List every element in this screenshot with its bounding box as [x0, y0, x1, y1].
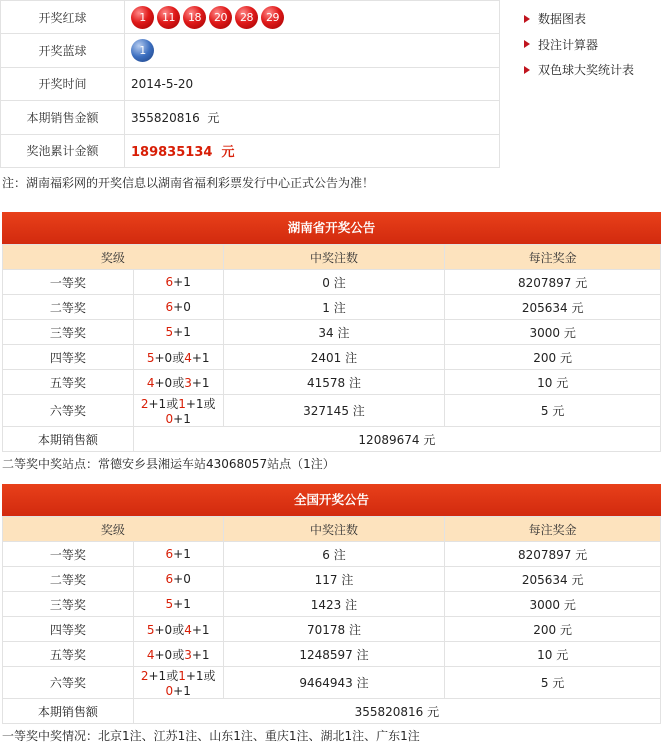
- prize-amount: [445, 592, 661, 617]
- prize-unit: 元: [563, 597, 576, 612]
- count-unit: 注: [333, 275, 346, 290]
- winner-count-value: 2401: [310, 350, 342, 365]
- sales-unit: 元: [207, 110, 220, 125]
- prize-amount: [445, 617, 661, 642]
- red-count: 3: [184, 647, 192, 662]
- red-count: 1: [178, 669, 186, 683]
- table-header-row: [3, 517, 661, 542]
- winner-count: [223, 667, 445, 699]
- red-ball: 18: [183, 6, 206, 29]
- red-count: 1: [178, 397, 186, 411]
- prize-amount-value: 10: [537, 375, 553, 390]
- link-jackpot-stats[interactable]: 双色球大奖统计表: [520, 57, 660, 83]
- sales-total-row: [3, 427, 661, 452]
- hunan-title: 湖南省开奖公告: [2, 212, 661, 244]
- triangle-right-icon: [524, 66, 530, 74]
- triangle-right-icon: [524, 40, 530, 48]
- table-row: [3, 642, 661, 667]
- prize-amount: [445, 642, 661, 667]
- red-balls: [131, 6, 499, 29]
- prize-amount-value: 200: [533, 350, 557, 365]
- draw-date-row: [1, 67, 500, 100]
- red-count: 5: [165, 597, 174, 611]
- link-data-charts[interactable]: 数据图表: [520, 6, 660, 32]
- disclaimer-note: 注：湖南福彩网的开奖信息以湖南省福利彩票发行中心正式公告为准！: [2, 176, 375, 190]
- winner-count-value: 1: [322, 300, 330, 315]
- winner-count-value: 0: [322, 275, 330, 290]
- draw-date-value: 2014-5-20: [125, 67, 500, 100]
- prize-condition: [133, 592, 223, 617]
- red-ball: 1: [131, 6, 154, 29]
- hunan-prize-table: [2, 244, 661, 452]
- header-level: 奖级: [3, 517, 224, 542]
- prize-amount: [445, 667, 661, 699]
- red-ball: 29: [261, 6, 284, 29]
- table-row: [3, 345, 661, 370]
- prize-amount-value: 3000: [529, 597, 560, 612]
- prize-amount: [445, 567, 661, 592]
- blue-count: +1: [191, 350, 210, 365]
- prize-condition: [133, 667, 223, 699]
- prize-level: 六等奖: [3, 395, 134, 427]
- winner-count: [223, 642, 445, 667]
- winner-count-value: 1423: [310, 597, 342, 612]
- blue-count: +0或: [154, 350, 185, 365]
- red-balls-row: [1, 1, 500, 34]
- table-row: [3, 395, 661, 427]
- count-unit: 注: [356, 647, 369, 662]
- blue-ball-row: [1, 34, 500, 67]
- prize-level: 三等奖: [3, 592, 134, 617]
- red-count: 4: [184, 622, 192, 637]
- blue-count: +1或: [148, 669, 179, 683]
- prize-level: 一等奖: [3, 270, 134, 295]
- red-count: 4: [146, 647, 155, 662]
- prize-unit: 元: [563, 325, 576, 340]
- red-balls-label: 开奖红球: [1, 1, 125, 34]
- winner-count-value: 1248597: [299, 647, 353, 662]
- draw-info-table: [0, 0, 500, 168]
- prize-amount-value: 8207897: [518, 275, 572, 290]
- red-ball: 11: [157, 6, 180, 29]
- prize-amount-value: 3000: [529, 325, 560, 340]
- blue-count: +1: [173, 325, 191, 339]
- winner-count-value: 34: [318, 325, 334, 340]
- red-count: 5: [146, 350, 155, 365]
- draw-date-label: 开奖时间: [1, 67, 125, 100]
- pool-label: 奖池累计金额: [1, 134, 125, 167]
- blue-count: +1: [191, 647, 210, 662]
- blue-count: +1: [173, 412, 191, 426]
- blue-count: +1或: [148, 397, 179, 411]
- sales-total-amount: 12089674: [358, 432, 420, 447]
- sales-label: 本期销售金额: [1, 101, 125, 134]
- blue-count: +1: [191, 622, 210, 637]
- blue-ball-label: 开奖蓝球: [1, 34, 125, 67]
- side-links: [520, 6, 660, 83]
- national-footnote: 一等奖中奖情况：北京1注、江苏1注、山东1注、重庆1注、湖北1注、广东1注: [2, 729, 420, 743]
- prize-amount-value: 205634: [521, 572, 568, 587]
- table-header-row: [3, 245, 661, 270]
- red-count: 6: [165, 275, 174, 289]
- header-prize: 每注奖金: [445, 245, 661, 270]
- red-count: 0: [165, 412, 174, 426]
- pool-row: [1, 134, 500, 167]
- count-unit: 注: [345, 597, 358, 612]
- winner-count-value: 327145: [303, 404, 349, 418]
- header-level: 奖级: [3, 245, 224, 270]
- winner-count: [223, 617, 445, 642]
- national-prize-table: [2, 516, 661, 724]
- table-row: [3, 617, 661, 642]
- count-unit: 注: [333, 300, 346, 315]
- winner-count: [223, 370, 445, 395]
- red-count: 3: [184, 375, 192, 390]
- header-prize: 每注奖金: [445, 517, 661, 542]
- prize-amount: [445, 370, 661, 395]
- prize-level: 六等奖: [3, 667, 134, 699]
- prize-condition: [133, 567, 223, 592]
- prize-amount: [445, 320, 661, 345]
- table-row: [3, 667, 661, 699]
- prize-condition: [133, 542, 223, 567]
- red-count: 0: [165, 684, 174, 698]
- prize-unit: 元: [571, 572, 584, 587]
- red-count: 2: [140, 669, 149, 683]
- prize-amount-value: 5: [540, 404, 549, 418]
- prize-amount: [445, 270, 661, 295]
- blue-count: +1: [191, 375, 210, 390]
- sales-value: 355820816: [131, 110, 200, 125]
- prize-level: 四等奖: [3, 617, 134, 642]
- prize-level: 四等奖: [3, 345, 134, 370]
- prize-condition: [133, 642, 223, 667]
- sales-total-value: [133, 427, 660, 452]
- table-row: [3, 370, 661, 395]
- count-unit: 注: [333, 547, 346, 562]
- table-row: [3, 320, 661, 345]
- red-ball: 20: [209, 6, 232, 29]
- sales-total-unit: 元: [423, 432, 436, 447]
- prize-amount-value: 8207897: [518, 547, 572, 562]
- prize-unit: 元: [560, 622, 573, 637]
- table-row: [3, 567, 661, 592]
- winner-count-value: 70178: [306, 622, 346, 637]
- pool-value: 189835134: [131, 145, 213, 161]
- prize-unit: 元: [552, 404, 565, 418]
- prize-amount: [445, 345, 661, 370]
- prize-condition: [133, 270, 223, 295]
- prize-condition: [133, 617, 223, 642]
- blue-count: +1或: [185, 397, 216, 411]
- prize-level: 五等奖: [3, 370, 134, 395]
- count-unit: 注: [356, 676, 369, 690]
- prize-condition: [133, 370, 223, 395]
- sales-total-label: 本期销售额: [3, 427, 134, 452]
- prize-amount-value: 200: [533, 622, 557, 637]
- prize-condition: [133, 295, 223, 320]
- prize-condition: [133, 345, 223, 370]
- hunan-prize-block: [2, 212, 661, 476]
- red-count: 2: [140, 397, 149, 411]
- red-count: 4: [184, 350, 192, 365]
- blue-count: +0或: [154, 375, 185, 390]
- winner-count-value: 6: [322, 547, 330, 562]
- prize-unit: 元: [575, 275, 588, 290]
- prize-amount: [445, 542, 661, 567]
- sales-total-value: [133, 699, 660, 724]
- sales-total-unit: 元: [427, 704, 440, 719]
- prize-unit: 元: [571, 300, 584, 315]
- red-count: 5: [165, 325, 174, 339]
- blue-count: +1: [173, 597, 191, 611]
- prize-amount-value: 5: [540, 676, 549, 690]
- blue-count: +0或: [154, 622, 185, 637]
- prize-level: 五等奖: [3, 642, 134, 667]
- prize-amount: [445, 395, 661, 427]
- count-unit: 注: [348, 622, 361, 637]
- blue-ball: 1: [131, 39, 154, 62]
- count-unit: 注: [348, 375, 361, 390]
- table-row: [3, 542, 661, 567]
- sales-total-label: 本期销售额: [3, 699, 134, 724]
- national-prize-block: [2, 484, 661, 743]
- header-count: 中奖注数: [223, 245, 445, 270]
- blue-count: +0: [173, 572, 191, 586]
- link-bet-calculator[interactable]: 投注计算器: [520, 32, 660, 58]
- prize-unit: 元: [575, 547, 588, 562]
- winner-count: [223, 320, 445, 345]
- sales-row: [1, 101, 500, 134]
- prize-amount-value: 10: [537, 647, 553, 662]
- blue-count: +1: [173, 684, 191, 698]
- winner-count-value: 9464943: [299, 676, 353, 690]
- winner-count-value: 117: [314, 572, 338, 587]
- winner-count-value: 41578: [306, 375, 346, 390]
- winner-count: [223, 395, 445, 427]
- red-count: 6: [165, 547, 174, 561]
- winner-count: [223, 295, 445, 320]
- prize-condition: [133, 320, 223, 345]
- blue-count: +0或: [154, 647, 185, 662]
- winner-count: [223, 345, 445, 370]
- prize-level: 一等奖: [3, 542, 134, 567]
- national-title: 全国开奖公告: [2, 484, 661, 516]
- table-row: [3, 592, 661, 617]
- table-row: [3, 295, 661, 320]
- blue-count: +1: [173, 275, 191, 289]
- winner-count: [223, 592, 445, 617]
- red-count: 5: [146, 622, 155, 637]
- red-ball: 28: [235, 6, 258, 29]
- pool-unit: 元: [221, 145, 235, 161]
- red-count: 6: [165, 300, 174, 314]
- count-unit: 注: [345, 350, 358, 365]
- count-unit: 注: [341, 572, 354, 587]
- red-count: 4: [146, 375, 155, 390]
- sales-total-amount: 355820816: [354, 704, 424, 719]
- count-unit: 注: [352, 404, 365, 418]
- blue-count: +1或: [185, 669, 216, 683]
- sales-total-row: [3, 699, 661, 724]
- header-count: 中奖注数: [223, 517, 445, 542]
- prize-level: 三等奖: [3, 320, 134, 345]
- winner-count: [223, 567, 445, 592]
- prize-unit: 元: [560, 350, 573, 365]
- red-count: 6: [165, 572, 174, 586]
- blue-count: +0: [173, 300, 191, 314]
- prize-level: 二等奖: [3, 295, 134, 320]
- winner-count: [223, 542, 445, 567]
- hunan-footnote: 二等奖中奖站点：常德安乡县湘运车站43068057站点（1注）: [2, 457, 335, 471]
- prize-unit: 元: [552, 676, 565, 690]
- prize-unit: 元: [556, 375, 569, 390]
- table-row: [3, 270, 661, 295]
- winner-count: [223, 270, 445, 295]
- blue-count: +1: [173, 547, 191, 561]
- prize-level: 二等奖: [3, 567, 134, 592]
- triangle-right-icon: [524, 15, 530, 23]
- prize-amount: [445, 295, 661, 320]
- prize-amount-value: 205634: [521, 300, 568, 315]
- prize-unit: 元: [556, 647, 569, 662]
- count-unit: 注: [337, 325, 350, 340]
- prize-condition: [133, 395, 223, 427]
